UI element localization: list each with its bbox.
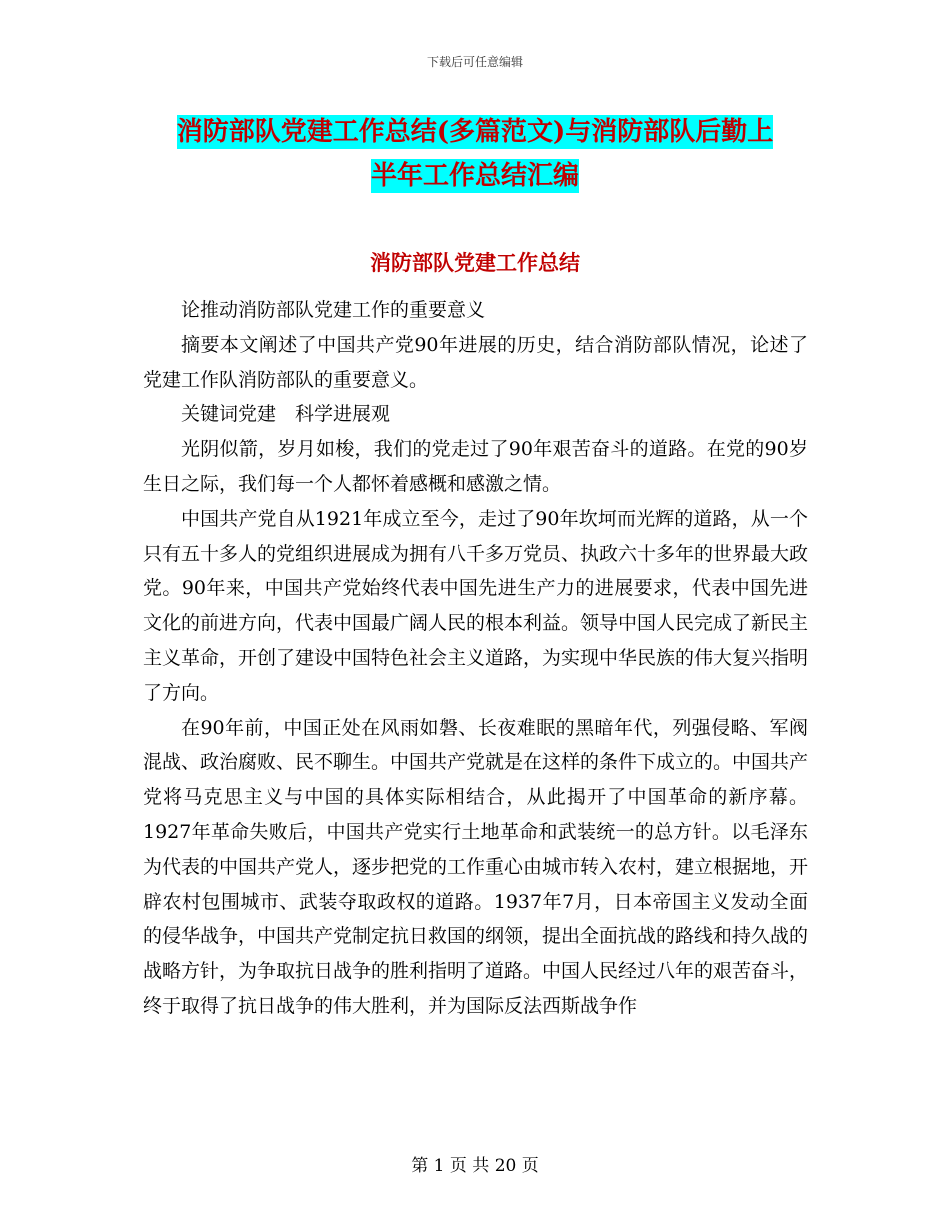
paragraph-keywords: 关键词党建 科学进展观: [181, 403, 391, 426]
paragraph-subtitle: 论推动消防部队党建工作的重要意义: [181, 299, 486, 321]
document-title: [120, 110, 830, 198]
title-line-1: 消防部队党建工作总结(多篇范文)与消防部队后勤上: [176, 117, 774, 147]
paragraph-abstract: 摘要本文阐述了中国共产党90年进展的历史，结合消防部队情况，论述了党建工作队消防部队的重要意义。: [143, 333, 808, 391]
header-note: 下载后可任意编辑: [426, 55, 523, 69]
paragraph: 中国共产党自从1921年成立至今，走过了90年坎坷而光辉的道路，从一个只有五十多人的党组织进展成为拥有八千多万党员、执政六十多年的世界最大政党。90年来，中国共产党始终代表中国先进生产力的进展要求，代表中国先进文化的前进方向，代表中国最广阔人民的根本利益。领导中国人民完成了新民主主义革命，开创了建设中国特色社会主义道路，为实现中华民族的伟大复兴指明了方向。: [143, 507, 809, 704]
section-title: 消防部队党建工作总结: [370, 250, 580, 275]
paragraph: 在90年前，中国正处在风雨如磐、长夜难眠的黑暗年代，列强侵略、军阀混战、政治腐败、民不聊生。中国共产党就是在这样的条件下成立的。中国共产党将马克思主义与中国的具体实际相结合，从此揭开了中国革命的新序幕。1927年革命失败后，中国共产党实行土地革命和武装统一的总方针。以毛泽东为代表的中国共产党人，逐步把党的工作重心由城市转入农村，建立根据地，开辟农村包围城市、武装夺取政权的道路。1937年7月，日本帝国主义发动全面的侵华战争，中国共产党制定抗日救国的纲领，提出全面抗战的路线和持久战的战略方针，为争取抗日战争的胜利指明了道路。中国人民经过八年的艰苦奋斗，终于取得了抗日战争的伟大胜利，并为国际反法西斯战争作: [143, 716, 809, 1017]
page-number: 第 1 页 共 20 页: [411, 1156, 539, 1176]
paragraph: 光阴似箭，岁月如梭，我们的党走过了90年艰苦奋斗的道路。在党的90岁生日之际，我们每一个人都怀着感概和感激之情。: [143, 438, 808, 495]
title-line-2: 半年工作总结汇编: [370, 161, 579, 191]
body-text: [143, 293, 808, 1024]
